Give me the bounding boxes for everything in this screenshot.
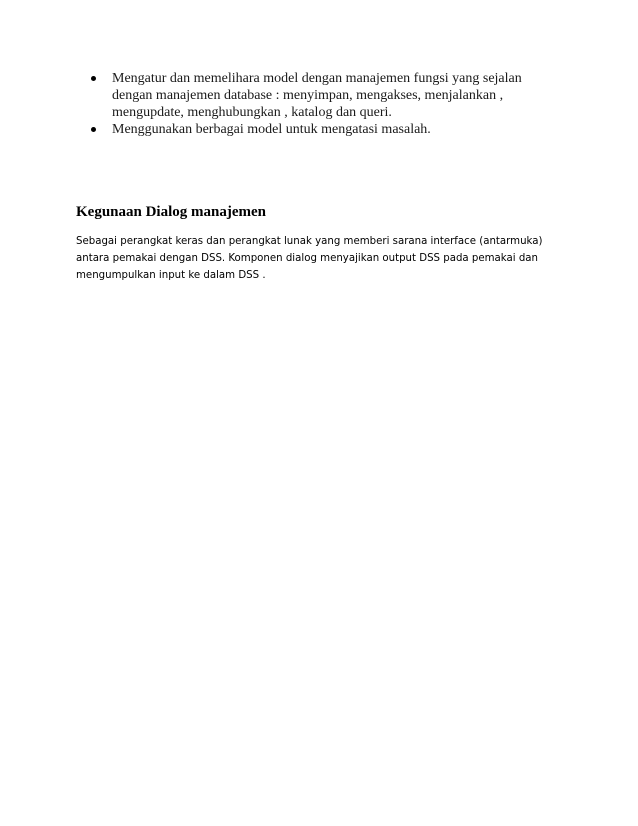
bullet-list: [91, 70, 551, 138]
list-item: [91, 70, 551, 121]
list-item-text: Menggunakan berbagai model untuk mengatasi masalah.: [112, 122, 431, 137]
section-heading: Kegunaan Dialog manajemen: [76, 204, 267, 220]
bullet-icon: [91, 127, 96, 132]
section-body: Sebagai perangkat keras dan perangkat lunak yang memberi sarana interface (antarmuka) antara pemakai dengan DSS. Komponen dialog menyajikan output DSS pada pemakai dan mengumpulkan input ke dalam DSS .: [76, 236, 543, 281]
list-item-text: Mengatur dan memelihara model dengan manajemen fungsi yang sejalan dengan manajemen database : menyimpan, mengakses, menjalankan , mengupdate, menghubungkan , katalog dan queri.: [112, 71, 522, 120]
list-item: [91, 121, 551, 138]
bullet-icon: [91, 76, 96, 81]
